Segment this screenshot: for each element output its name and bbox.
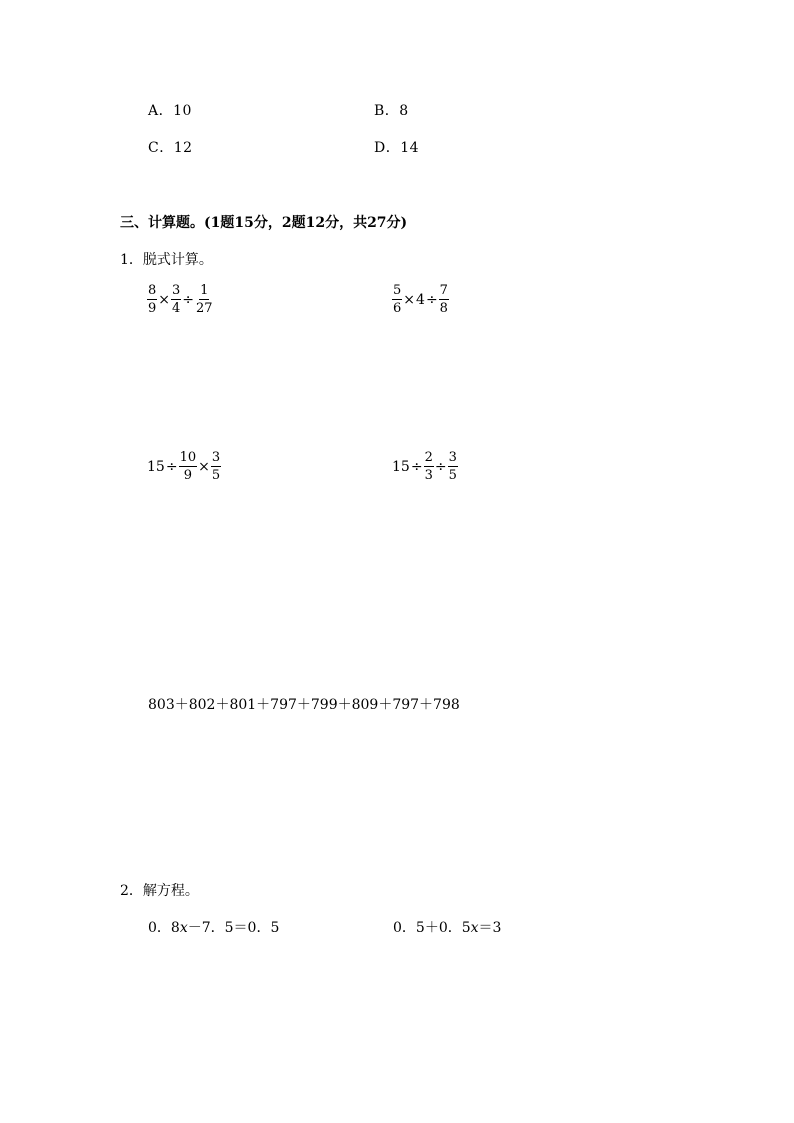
- fraction: $\frac{3}{5}$: [211, 450, 221, 483]
- fraction: $\frac{7}{8}$: [439, 283, 448, 316]
- fraction: $\frac{10}{9}$: [179, 450, 197, 483]
- option-d: D．14: [374, 140, 420, 156]
- equation-1: 0．8x－7．5＝0．5: [148, 920, 280, 936]
- fraction: $\frac{3}{4}$: [172, 283, 181, 316]
- equation-2: 0．5＋0．5x＝3: [393, 920, 502, 936]
- question-2-label: 2．解方程。: [120, 883, 199, 899]
- fraction: $\frac{3}{5}$: [448, 450, 457, 483]
- fraction: $\frac{2}{3}$: [424, 450, 433, 483]
- expression-2: $\frac{5}{6}$ × 4 ÷ $\frac{7}{8}$: [393, 283, 448, 316]
- expression-1: $\frac{8}{9}$ × $\frac{3}{4}$ ÷ $\frac{1}{27}$: [148, 283, 213, 316]
- expression-4: 15 ÷ $\frac{2}{3}$ ÷ $\frac{3}{5}$: [392, 450, 457, 483]
- question-1-label: 1．脱式计算。: [120, 252, 213, 268]
- option-c: C．12: [148, 140, 193, 156]
- fraction: $\frac{1}{27}$: [196, 283, 213, 316]
- fraction: $\frac{5}{6}$: [393, 283, 402, 316]
- section-heading: 三、计算题。(1题15分，2题12分，共27分): [120, 215, 408, 231]
- option-a: A．10: [148, 103, 192, 119]
- expression-3: 15 ÷ $\frac{10}{9}$ × $\frac{3}{5}$: [147, 450, 221, 483]
- expression-5: 803＋802＋801＋797＋799＋809＋797＋798: [148, 697, 460, 713]
- fraction: $\frac{8}{9}$: [148, 283, 157, 316]
- option-b: B．8: [374, 103, 409, 119]
